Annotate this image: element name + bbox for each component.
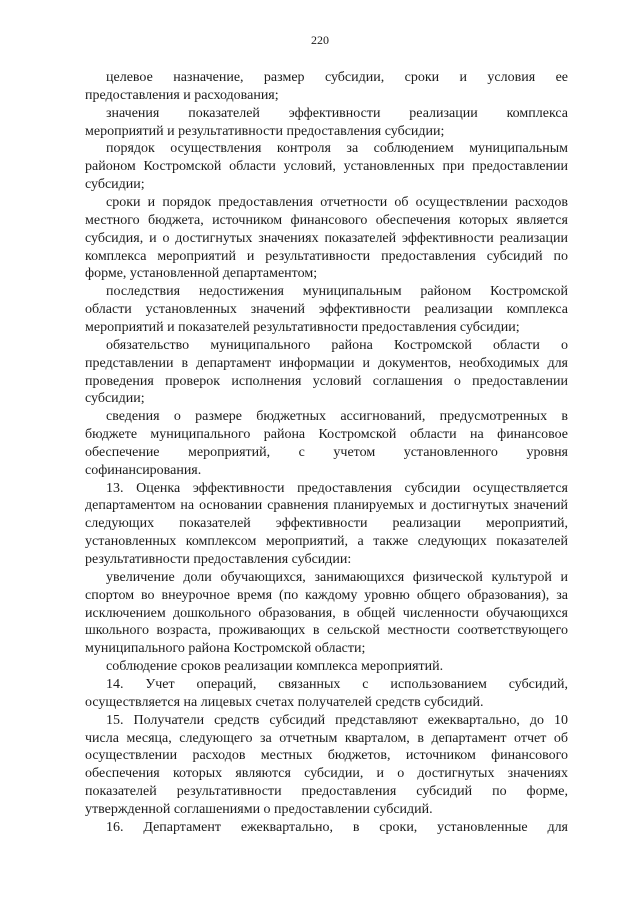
text-line: спортом во внеурочное время (по каждому уровню общего образования), за [85, 587, 568, 603]
text-line: показателей результативности предоставления субсидий по форме, [85, 784, 568, 799]
text-line: утвержденной соглашениями о предоставлении субсидий. [85, 801, 433, 817]
text-line: проведения проверок исполнения условий соглашения о предоставлении [85, 373, 568, 389]
text-line: школьного возраста, проживающих в сельской местности соответствующего [85, 623, 568, 639]
page-number: 220 [311, 33, 329, 47]
text-line: значения показателей эффективности реализации комплекса [106, 105, 568, 121]
text-line: последствия недостижения муниципальным районом Костромской [106, 284, 568, 300]
text-line: районом Костромской области условий, установленных при предоставлении [85, 159, 568, 175]
text-line: целевое назначение, размер субсидии, сроки и условия ее [106, 70, 568, 85]
text-line: результативности предоставления субсидии: [85, 552, 352, 567]
text-line: софинансирования. [85, 462, 202, 478]
text-line: числа месяца, следующего за отчетным кварталом, в департамент отчет об [85, 730, 568, 746]
text-line: обеспечение мероприятий, с учетом установленного уровня [85, 444, 568, 460]
text-line: бюджете муниципального района Костромской области на финансовое [85, 427, 568, 442]
text-line: установленных комплексом мероприятий, а также следующих показателей [85, 534, 568, 550]
text-line: порядок осуществления контроля за соблюдением муниципальным [106, 141, 568, 157]
text-line: муниципального района Костромской области; [85, 641, 366, 657]
text-line: мероприятий и результативности предоставления субсидии; [85, 123, 445, 139]
text-line: департаментом на основании сравнения планируемых и достигнутых значений [85, 498, 568, 514]
text-line: осуществлении расходов местных бюджетов, источником финансового [85, 748, 568, 764]
text-line: субсидия, и о достигнутых значениях показателей эффективности реализации [85, 230, 568, 246]
text-line: 14. Учет операций, связанных с использованием субсидий, [106, 676, 568, 692]
text-line: следующих показателей эффективности реализации мероприятий, [85, 516, 568, 532]
text-line: местного бюджета, источником финансового обеспечения которых является [85, 212, 568, 228]
text-line: субсидии; [85, 391, 145, 407]
text-line: обеспечения которых являются субсидии, и о достигнутых значениях [85, 766, 568, 782]
text-line: сроки и порядок предоставления отчетности об осуществлении расходов [106, 195, 568, 210]
text-line: осуществляется на лицевых счетах получателей средств субсидий. [85, 694, 484, 710]
text-line: субсидии; [85, 177, 145, 193]
text-line: исключением дошкольного образования, в общей численности обучающихся [85, 605, 568, 621]
text-line: 16. Департамент ежеквартально, в сроки, установленные для [106, 819, 568, 835]
text-line: представлении в департамент информации и документов, необходимых для [85, 355, 568, 371]
text-line: предоставления и расходования; [85, 87, 279, 103]
text-line: сведения о размере бюджетных ассигнований, предусмотренных в [106, 409, 568, 425]
text-line: 13. Оценка эффективности предоставления субсидии осуществляется [106, 480, 568, 496]
text-line: соблюдение сроков реализации комплекса мероприятий. [106, 659, 444, 675]
text-line: области установленных значений эффективности реализации комплекса [85, 302, 568, 318]
text-line: мероприятий и показателей результативности предоставления субсидии; [85, 319, 520, 335]
text-line: обязательство муниципального района Костромской области о [106, 337, 568, 353]
text-line: 15. Получатели средств субсидий представляют ежеквартально, до 10 [106, 712, 568, 728]
text-line: комплекса мероприятий и результативности предоставления субсидий по [85, 248, 568, 264]
text-line: форме, установленной департаментом; [85, 266, 318, 282]
text-line: увеличение доли обучающихся, занимающихся физической культурой и [106, 569, 568, 585]
